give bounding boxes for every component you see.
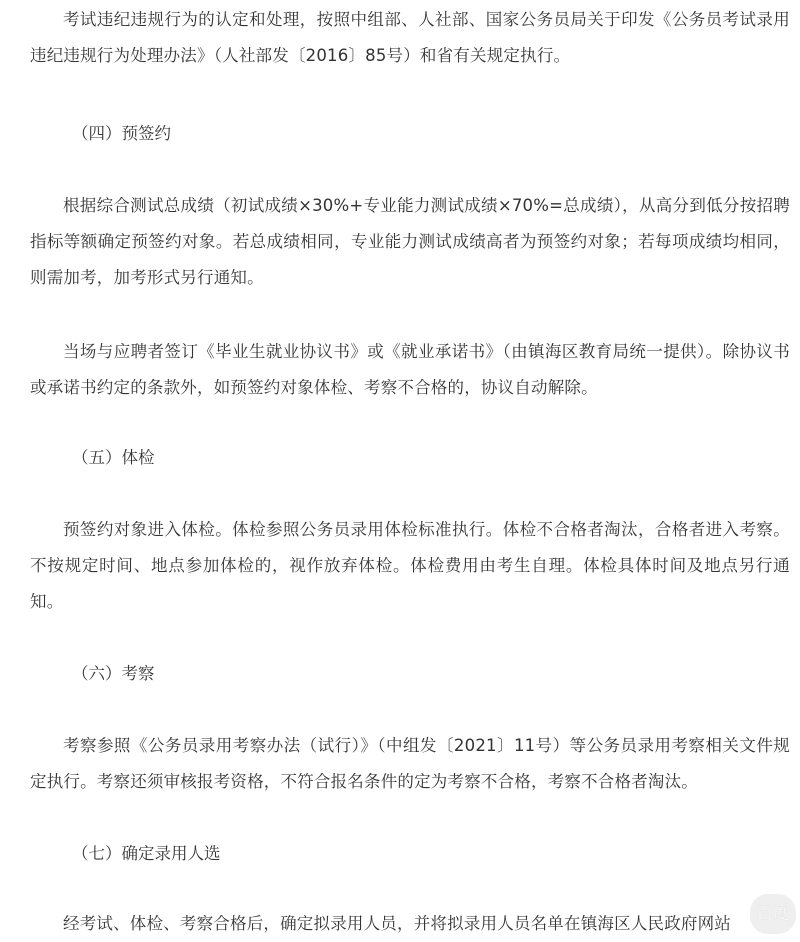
paragraph-exam-violations: 考试违纪违规行为的认定和处理，按照中组部、人社部、国家公务员局关于印发《公务员考试录用违纪违规行为处理办法》（人社部发〔2016〕85号）和省有关规定执行。 xyxy=(30,10,790,65)
section-heading-inspection: （六）考察 xyxy=(72,664,155,683)
paragraph-inspection: 考察参照《公务员录用考察办法（试行）》（中组发〔2021〕11号）等公务员录用考察相关文件规定执行。考察还须审核报考资格，不符合报名条件的定为考察不合格，考察不合格者淘汰。 xyxy=(30,736,790,791)
paragraph-confirm-hiring: 经考试、体检、考察合格后，确定拟录用人员，并将拟录用人员名单在镇海区人民政府网站 xyxy=(63,914,731,933)
section-heading-confirm-hiring: （七）确定录用人选 xyxy=(72,844,221,863)
paragraph-medical-exam: 预签约对象进入体检。体检参照公务员录用体检标准执行。体检不合格者淘汰，合格者进入考察。不按规定时间、地点参加体检的，视作放弃体检。体检费用由考生自理。体检具体时间及地点另行通知。 xyxy=(30,520,790,611)
section-heading-medical-exam: （五）体检 xyxy=(72,448,155,467)
section-heading-pre-signing: （四）预签约 xyxy=(72,124,171,143)
paragraph-pre-signing-scores: 根据综合测试总成绩（初试成绩×30%+专业能力测试成绩×70%=总成绩），从高分到低分按招聘指标等额确定预签约对象。若总成绩相同，专业能力测试成绩高者为预签约对象；若每项成绩均相同，则需加考，加考形式另行通知。 xyxy=(30,196,790,287)
paragraph-pre-signing-agreement: 当场与应聘者签订《毕业生就业协议书》或《就业承诺书》（由镇海区教育局统一提供）。除协议书或承诺书约定的条款外，如预签约对象体检、考察不合格的，协议自动解除。 xyxy=(30,342,790,397)
watermark: 百度 xyxy=(750,894,796,934)
